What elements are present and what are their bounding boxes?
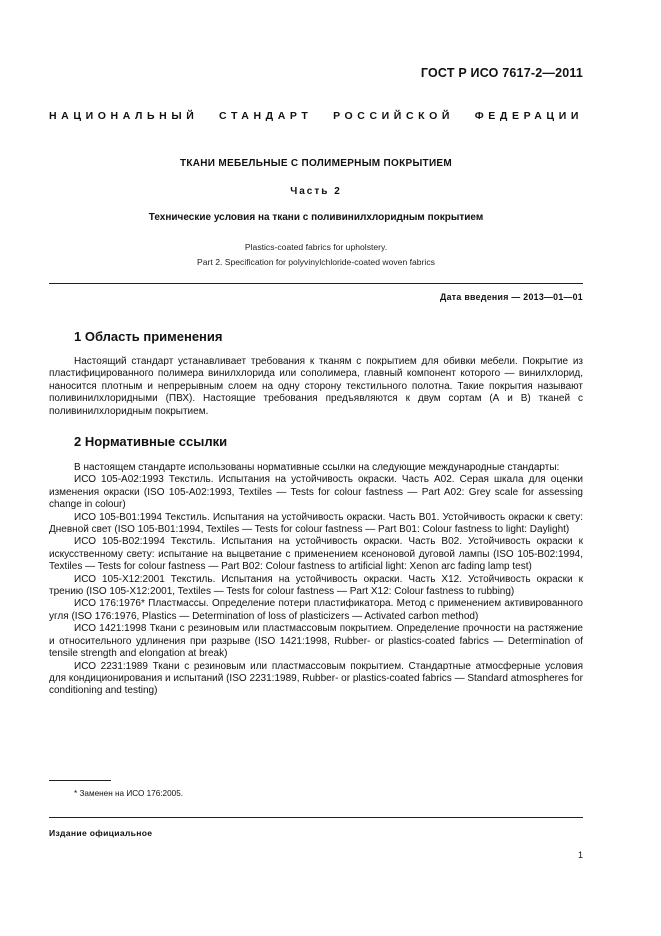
- reference-iso-105-x12: ИСО 105-X12:2001 Текстиль. Испытания на устойчивость окраски. Часть X12. Устойчивость окраски к трению (ISO 105-X12:2001, Textiles — Tests for colour fastness — Part X12: Colour fastness to rubbing): [49, 573, 583, 598]
- footnote: * Заменен на ИСО 176:2005.: [74, 789, 184, 798]
- section-body-scope: [49, 356, 583, 418]
- national-standard-title: НАЦИОНАЛЬНЫЙ СТАНДАРТ РОССИЙСКОЙ ФЕДЕРАЦИИ: [49, 110, 583, 122]
- section-heading-scope: 1 Область применения: [74, 329, 223, 344]
- footer-divider: [49, 817, 583, 818]
- reference-iso-2231: ИСО 2231:1989 Ткани с резиновым или пластмассовым покрытием. Стандартные атмосферные условия для кондиционирования и испытаний (ISO 2231:1989, Rubber- or plastics-coated fabrics — Standard atmospheres for conditioning and testing): [49, 660, 583, 697]
- reference-iso-176: ИСО 176:1976* Пластмассы. Определение потери пластификатора. Метод с применением активированного угля (ISO 176:1976, Plastics — Determination of loss of plasticizers — Activated carbon method): [49, 598, 583, 622]
- page-number: 1: [577, 850, 583, 860]
- section-body-normative-references: [49, 462, 583, 698]
- paragraph: В настоящем стандарте использованы нормативные ссылки на следующие международные стандарты:: [74, 462, 560, 473]
- footnote-divider: [49, 780, 111, 781]
- reference-iso-105-a02: ИСО 105-A02:1993 Текстиль. Испытания на устойчивость окраски. Часть A02. Серая шкала для оценки изменения окраски (ISO 105-A02:1993, Textiles — Tests for colour fastness — Part A02: Grey scale for assessing change in colour): [49, 474, 583, 511]
- reference-iso-105-b02: ИСО 105-B02:1994 Текстиль. Испытания на устойчивость окраски. Часть B02. Устойчивость окраски к искусственному свету: испытание на выцветание с применением ксеноновой дуговой лампы (ISO 105-B02:1994, Textiles — Tests for colour fastness — Part B02: Colour fastness to artificial light: Xenon arc fading lamp test): [49, 536, 583, 573]
- edition-label: Издание официальное: [49, 828, 153, 838]
- standard-title: ТКАНИ МЕБЕЛЬНЫЕ С ПОЛИМЕРНЫМ ПОКРЫТИЕМ: [179, 158, 453, 169]
- introduction-date: Дата введения — 2013—01—01: [440, 292, 583, 302]
- part-label: Часть 2: [290, 186, 342, 197]
- english-title-line-1: Plastics-coated fabrics for upholstery.: [244, 242, 388, 252]
- header-divider: [49, 283, 583, 284]
- paragraph: Настоящий стандарт устанавливает требования к тканям с покрытием для обивки мебели. Покрытие из пластифицированного полимера винилхлорида или сополимера, главный компонент которого — винилхлорид, наносится плотным и непрерывным слоем на одну сторону текстильного полотна. Такие покрытия называют поливинилхлоридными (ПВХ). Настоящие требования предъявляются к двум сортам (А и В) тканей с поливинилхлоридным покрытием.: [49, 356, 583, 417]
- reference-iso-105-b01: ИСО 105-B01:1994 Текстиль. Испытания на устойчивость окраски. Часть B01. Устойчивость окраски к свету: Дневной свет (ISO 105-B01:1994, Textiles — Tests for colour fastness — Part B01: Colour fastness to light: Daylight): [49, 511, 583, 536]
- document-code: ГОСТ Р ИСО 7617-2—2011: [420, 66, 583, 80]
- english-title: [49, 240, 583, 269]
- reference-iso-1421: ИСО 1421:1998 Ткани с резиновым или пластмассовым покрытием. Определение прочности на растяжение и относительного удлинения при разрыве (ISO 1421:1998, Rubber- or plastics-coated fabrics — Determination of tensile strength and elongation at break): [49, 623, 583, 660]
- english-title-line-2: Part 2. Specification for polyvinylchloride-coated woven fabrics: [197, 256, 435, 267]
- standard-subtitle: Технические условия на ткани с поливинилхлоридным покрытием: [148, 212, 484, 223]
- section-heading-normative-references: 2 Нормативные ссылки: [74, 434, 228, 449]
